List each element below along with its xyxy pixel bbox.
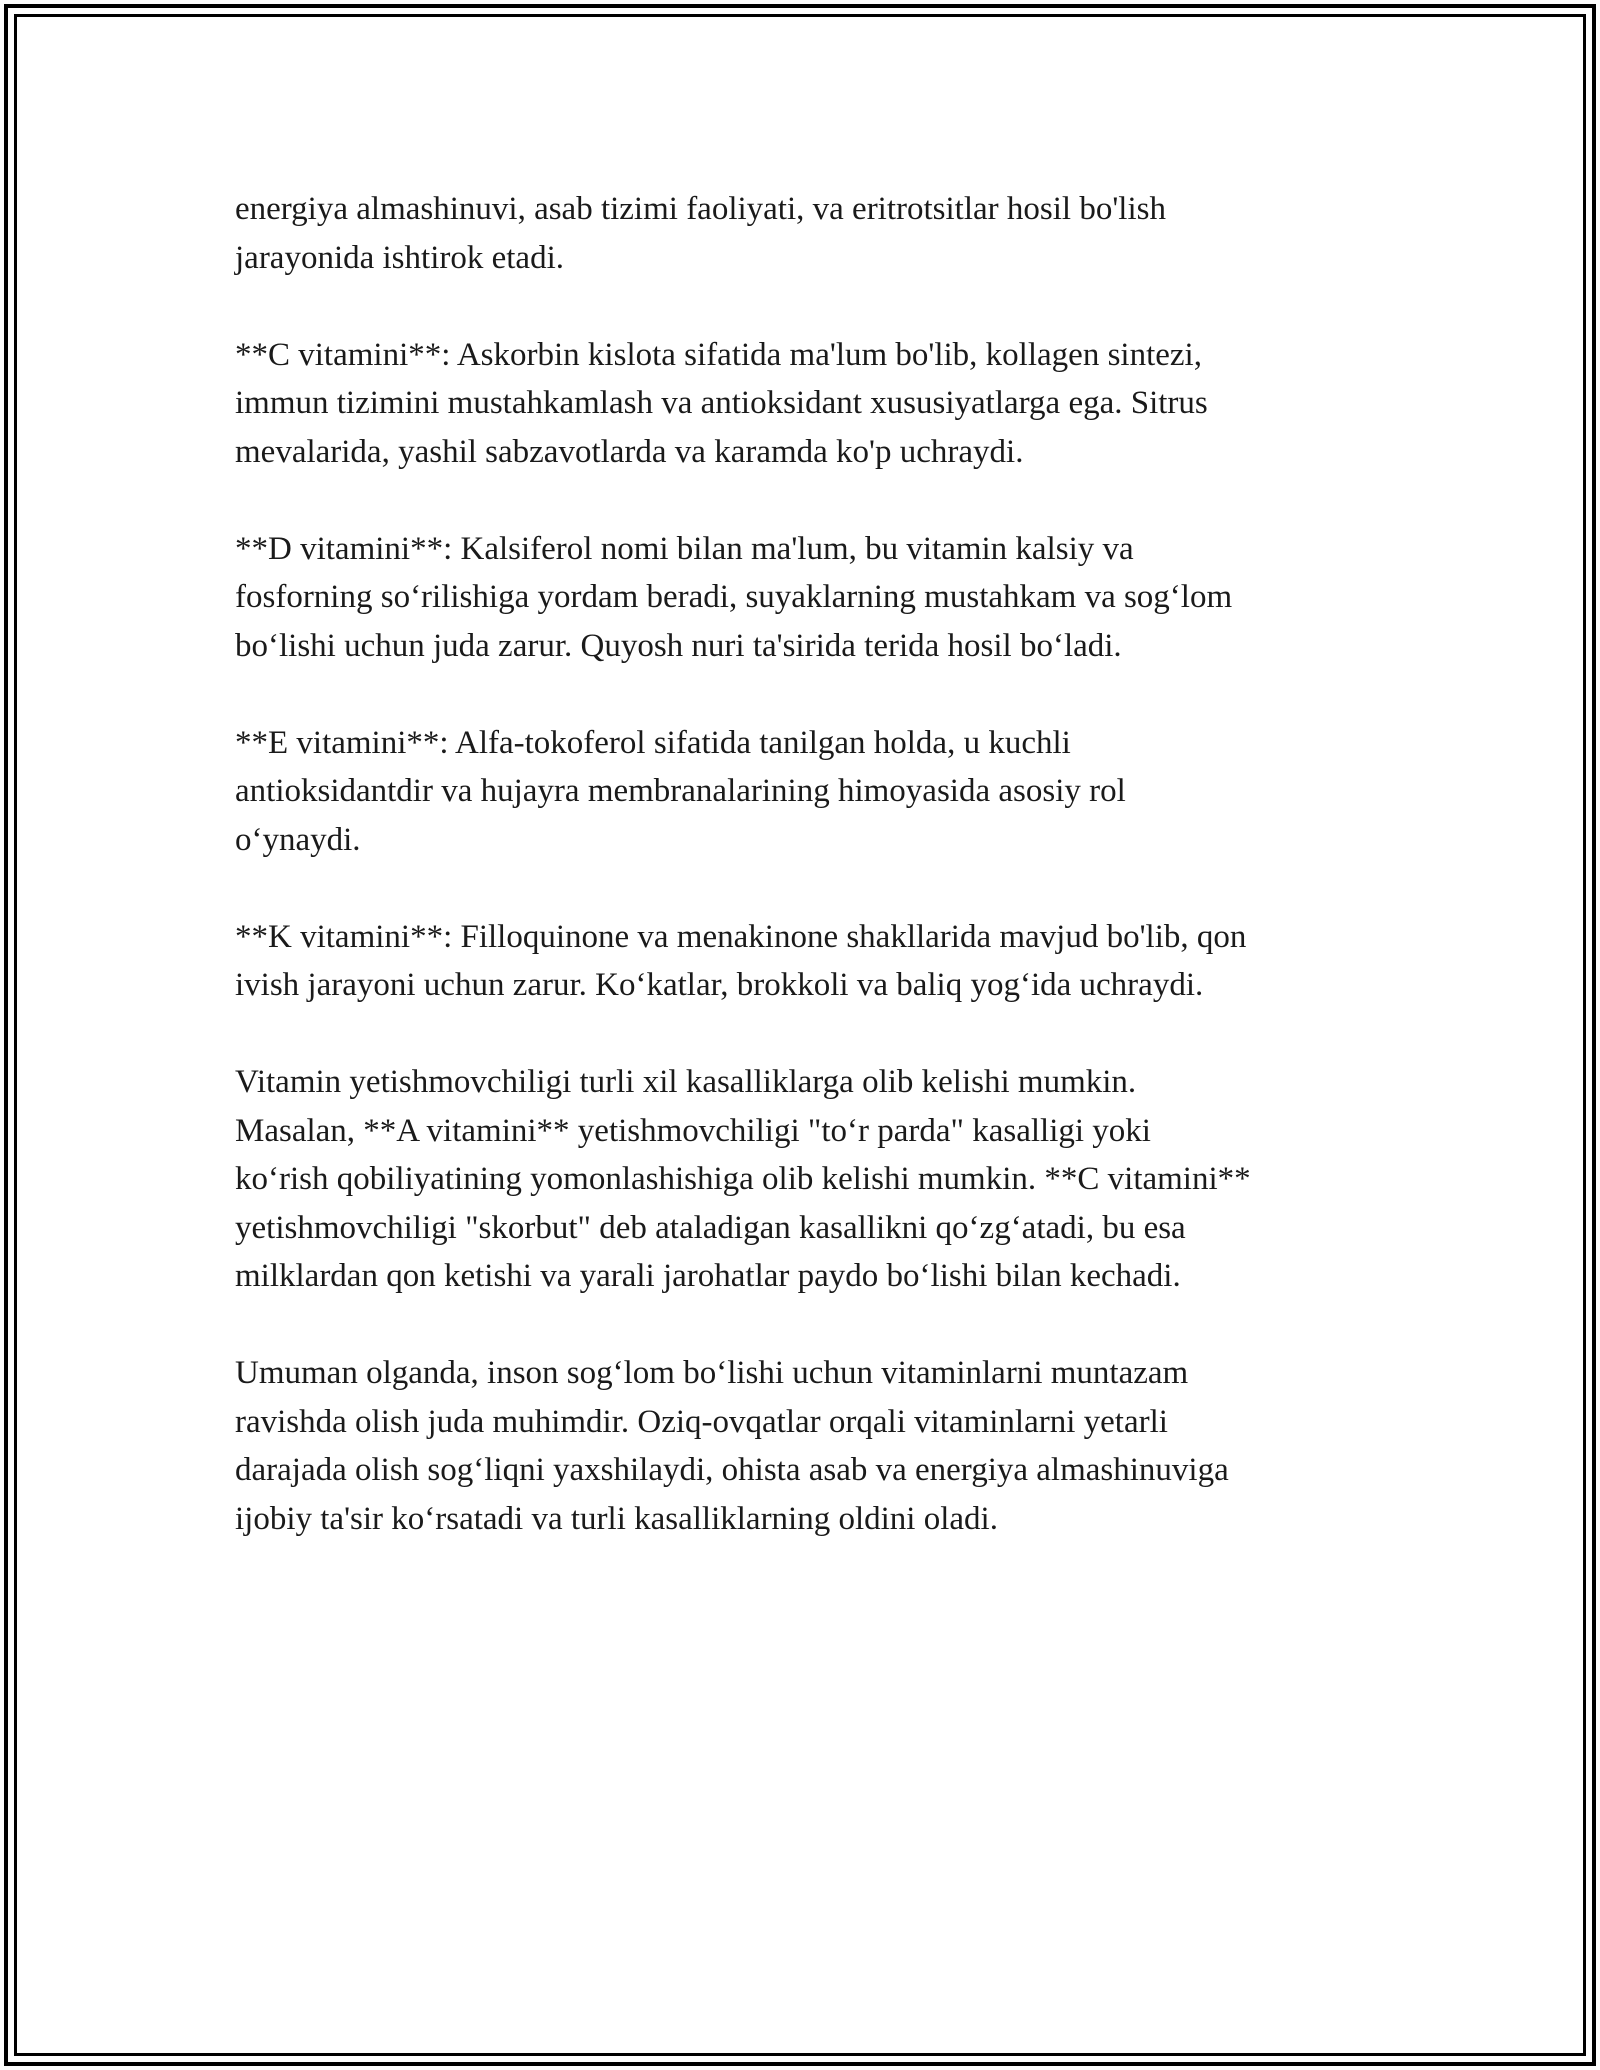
paragraph-k-vitamin: **K vitamini**: Filloquinone va menakinone shakllarida mavjud bo'lib, qon ivish jarayoni uchun zarur. Koʻkatlar, brokkoli va baliq yogʻida uchraydi. (235, 918, 1247, 1003)
paragraph-e-vitamin: **E vitamini**: Alfa-tokoferol sifatida tanilgan holda, u kuchli antioksidantdir va hujayra membranalarining himoyasida asosiy rol oʻynaydi. (235, 724, 1126, 858)
paragraph-d-vitamin: **D vitamini**: Kalsiferol nomi bilan ma'lum, bu vitamin kalsiy va fosforning soʻrilishiga yordam beradi, suyaklarning mustahkam va sogʻlom boʻlishi uchun juda zarur. Quyosh nuri ta'sirida terida hosil boʻladi. (235, 530, 1233, 664)
paragraph-conclusion: Umuman olganda, inson sogʻlom boʻlishi uchun vitaminlarni muntazam ravishda olish juda muhimdir. Oziq-ovqatlar orqali vitaminlarni yetarli darajada olish sogʻliqni yaxshilaydi, ohista asab va energiya almashinuviga ijobiy ta'sir koʻrsatadi va turli kasalliklarning oldini oladi. (235, 1355, 1229, 1537)
paragraph-vitamin-deficiency: Vitamin yetishmovchiligi turli xil kasalliklarga olib kelishi mumkin. Masalan, **A vitamini** yetishmovchiligi "toʻr parda" kasalligi yoki koʻrish qobiliyatining yomonlashishiga olib kelishi mumkin. **C vitamini** yetishmovchiligi "skorbut" deb ataladigan kasallikni qoʻzgʻatadi, bu esa milklardan qon ketishi va yarali jarohatlar paydo boʻlishi bilan kechadi. (235, 1064, 1251, 1294)
document-body (235, 185, 1375, 1592)
paragraph-c-vitamin: **C vitamini**: Askorbin kislota sifatida ma'lum bo'lib, kollagen sintezi, immun tizimini mustahkamlash va antioksidant xususiyatlarga ega. Sitrus mevalarida, yashil sabzavotlarda va karamda ko'p uchraydi. (235, 336, 1208, 470)
paragraph-b-vitamin-continuation: energiya almashinuvi, asab tizimi faoliyati, va eritrotsitlar hosil bo'lish jarayonida ishtirok etadi. (235, 191, 1166, 276)
